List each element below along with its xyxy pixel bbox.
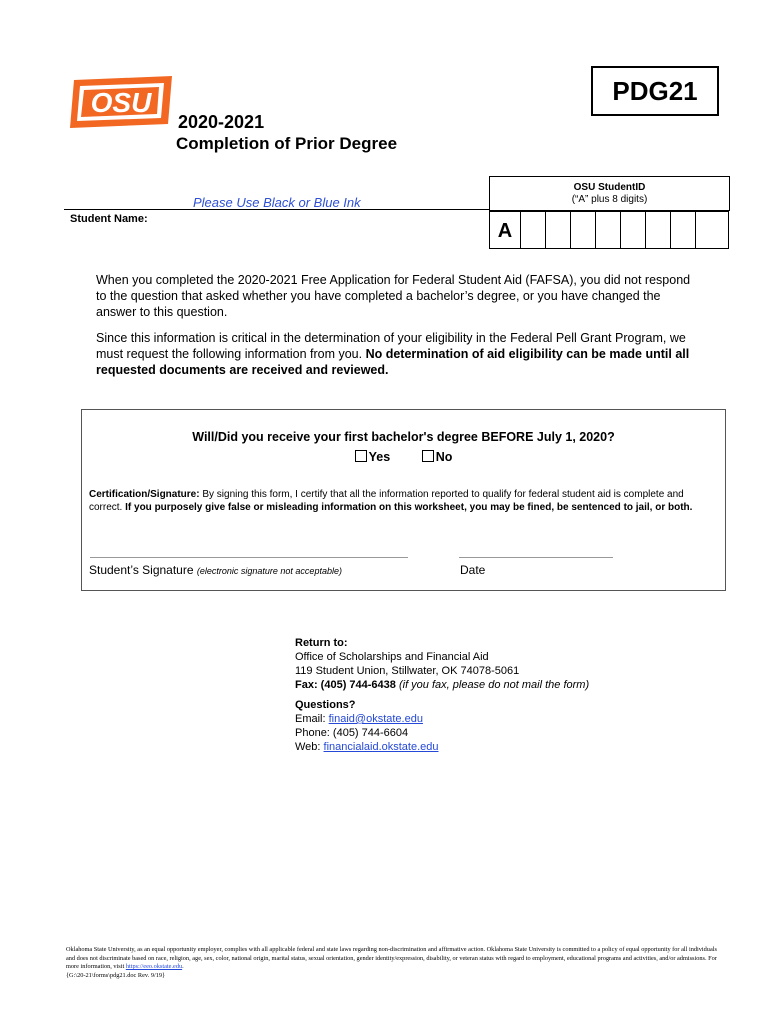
student-id-prefix: A: [489, 211, 521, 249]
yes-option[interactable]: [355, 450, 391, 464]
date-field[interactable]: [459, 557, 613, 558]
student-id-digit[interactable]: [621, 211, 646, 249]
no-label: No: [435, 450, 453, 464]
certification-text: [89, 488, 717, 514]
degree-question: Will/Did you receive your first bachelor's degree BEFORE July 1, 2020?: [192, 430, 615, 444]
form-title: Completion of Prior Degree: [176, 134, 398, 153]
eligibility-text: Since this information is critical in the determination of your eligibility in the Federal Pell Grant Program, we must request the following information from you.: [96, 331, 686, 361]
signature-field[interactable]: [90, 557, 408, 558]
signature-label-text: Student’s Signature: [89, 563, 194, 577]
signature-note: (electronic signature not acceptable): [196, 566, 342, 576]
degree-options: [81, 450, 726, 464]
certification-statement: By signing this form, I certify that all the information reported to qualify for federal student aid is complete and correct.: [89, 489, 684, 513]
certification-warning: If you purposely give false or misleading information on this worksheet, you may be fined, be sentenced to jail, or both.: [125, 502, 693, 513]
eeo-link[interactable]: https://eeo.okstate.edu: [125, 963, 183, 970]
web-link[interactable]: financialaid.okstate.edu: [323, 741, 439, 753]
return-info: [295, 636, 589, 754]
email-link[interactable]: finaid@okstate.edu: [328, 713, 423, 725]
student-id-hint: (“A” plus 8 digits): [571, 194, 648, 205]
email-line: [295, 712, 589, 726]
date-label: Date: [460, 563, 486, 577]
certification-label: Certification/Signature:: [89, 489, 200, 500]
award-year: 2020-2021: [178, 112, 265, 132]
student-id-digit[interactable]: [546, 211, 571, 249]
web-label: Web:: [295, 741, 324, 753]
ink-instruction: Please Use Black or Blue Ink: [193, 195, 361, 210]
student-id-digit[interactable]: [671, 211, 696, 249]
student-id-digit[interactable]: [596, 211, 621, 249]
osu-logo: [64, 72, 180, 132]
eligibility-paragraph: [96, 330, 696, 378]
questions-heading: Questions?: [295, 699, 356, 711]
form-code: PDG21: [591, 66, 719, 116]
eligibility-warning: No determination of aid eligibility can be made until all requested documents are received and reviewed.: [96, 347, 690, 377]
fafsa-paragraph: When you completed the 2020-2021 Free Application for Federal Student Aid (FAFSA), you did not respond to the question that asked whether you have completed a bachelor’s degree, or you have changed the answer to this question.: [96, 273, 691, 319]
footer-notice: [66, 946, 720, 980]
student-name-divider: [64, 209, 489, 210]
office-name: Office of Scholarships and Financial Aid: [295, 651, 489, 663]
web-line: [295, 740, 589, 754]
student-id-title: OSU StudentID: [573, 182, 646, 193]
fax-note: (if you fax, please do not mail the form): [395, 679, 590, 691]
student-id-digit[interactable]: [571, 211, 596, 249]
fax-number: Fax: (405) 744-6438: [295, 679, 396, 691]
eeo-end: .: [182, 963, 184, 970]
office-address: 119 Student Union, Stillwater, OK 74078-5061: [295, 665, 520, 677]
file-reference: {G:\20-21\forms\pdg21.doc Rev. 9/19}: [66, 971, 166, 979]
svg-text:OSU: OSU: [90, 87, 152, 118]
phone-line: Phone: (405) 744-6604: [295, 727, 409, 739]
return-heading: Return to:: [295, 637, 348, 649]
student-id-digit[interactable]: [646, 211, 671, 249]
student-id-cells: [489, 211, 729, 249]
student-id-digit[interactable]: [696, 211, 729, 249]
student-name-label: Student Name:: [70, 213, 148, 225]
no-checkbox[interactable]: [422, 450, 434, 462]
yes-checkbox[interactable]: [355, 450, 367, 462]
student-id-digit[interactable]: [521, 211, 546, 249]
email-label: Email:: [295, 713, 329, 725]
no-option[interactable]: [422, 450, 453, 464]
student-id-header: [489, 176, 730, 211]
signature-label: [89, 563, 342, 577]
fax-line: [295, 678, 589, 692]
yes-label: Yes: [368, 450, 391, 464]
eeo-statement: Oklahoma State University, as an equal opportunity employer, complies with all applicable federal and state laws regarding non-discrimination and affirmative action. Oklahoma State University is committed to a policy of equal opportunity for all individuals and does not discriminate based on race, religion, age, sex, color, national origin, marital status, sexual orientation, gender identity/expression, disability, or veteran status with regard to employment, educational programs and activities, and/or admissions. For more information, visit: [66, 946, 717, 970]
